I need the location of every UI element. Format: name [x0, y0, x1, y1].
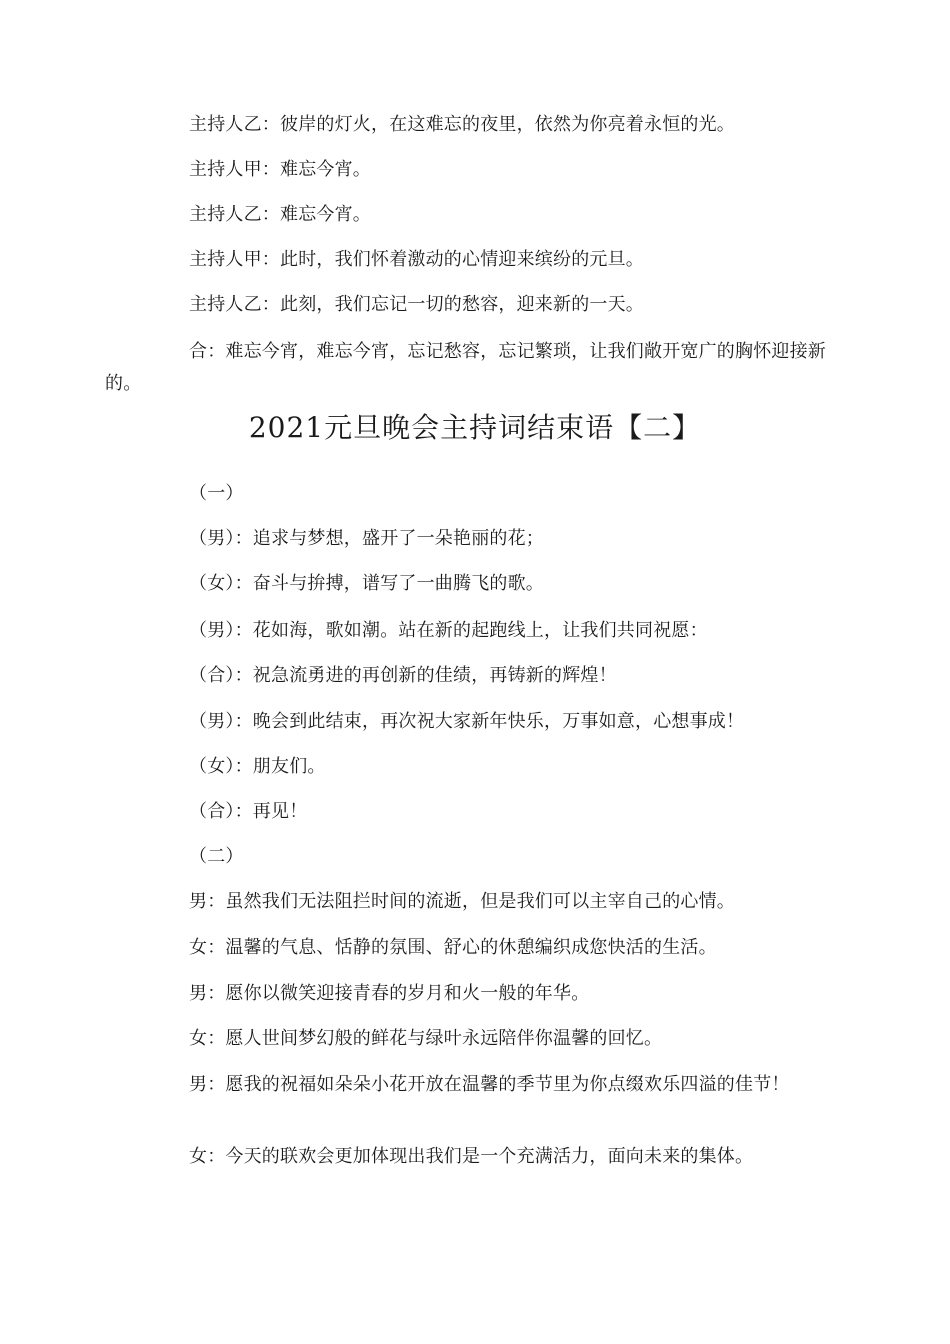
dialogue-line: 主持人乙：难忘今宵。	[189, 204, 371, 225]
dialogue-line: 男：虽然我们无法阻拦时间的流逝，但是我们可以主宰自己的心情。	[189, 891, 735, 912]
closing-paragraph: 合：难忘今宵，难忘今宵，忘记愁容，忘记繁琐，让我们敞开宽广的胸怀迎接新的。	[105, 341, 826, 394]
dialogue-line: 男：愿你以微笑迎接青春的岁月和火一般的年华。	[189, 983, 590, 1004]
section-title: 2021元旦晚会主持词结束语【二】	[248, 411, 702, 444]
dialogue-line: （合）：再见！	[189, 801, 308, 822]
dialogue-line: （合）：祝急流勇进的再创新的佳绩，再铸新的辉煌！	[189, 665, 617, 686]
part-heading: （二）	[189, 846, 244, 867]
dialogue-line: （女）：奋斗与拚搏，谱写了一曲腾飞的歌。	[189, 573, 544, 594]
dialogue-line: 主持人甲：难忘今宵。	[189, 159, 371, 180]
dialogue-line: 女：今天的联欢会更加体现出我们是一个充满活力，面向未来的集体。	[189, 1146, 754, 1167]
dialogue-line: （男）：花如海，歌如潮。站在新的起跑线上，让我们共同祝愿：	[189, 620, 708, 641]
dialogue-line: （男）：晚会到此结束，再次祝大家新年快乐，万事如意，心想事成！	[189, 711, 745, 732]
long-dialogue-paragraph: 男：愿我的祝福如朵朵小花开放在温馨的季节里为你点缀欢乐四溢的佳节！	[189, 1074, 790, 1095]
dialogue-line: 主持人乙：彼岸的灯火，在这难忘的夜里，依然为你亮着永恒的光。	[189, 114, 735, 135]
part-heading: （一）	[189, 483, 244, 504]
dialogue-line: 主持人乙：此刻，我们忘记一切的愁容，迎来新的一天。	[189, 294, 644, 315]
dialogue-line: 女：愿人世间梦幻般的鲜花与绿叶永远陪伴你温馨的回忆。	[189, 1028, 663, 1049]
dialogue-line: 主持人甲：此时，我们怀着激动的心情迎来缤纷的元旦。	[189, 249, 644, 270]
dialogue-line: （女）：朋友们。	[189, 756, 326, 777]
dialogue-line: （男）：追求与梦想，盛开了一朵艳丽的花；	[189, 528, 544, 549]
dialogue-line: 女：温馨的气息、恬静的氛围、舒心的休憩编织成您快活的生活。	[189, 937, 717, 958]
